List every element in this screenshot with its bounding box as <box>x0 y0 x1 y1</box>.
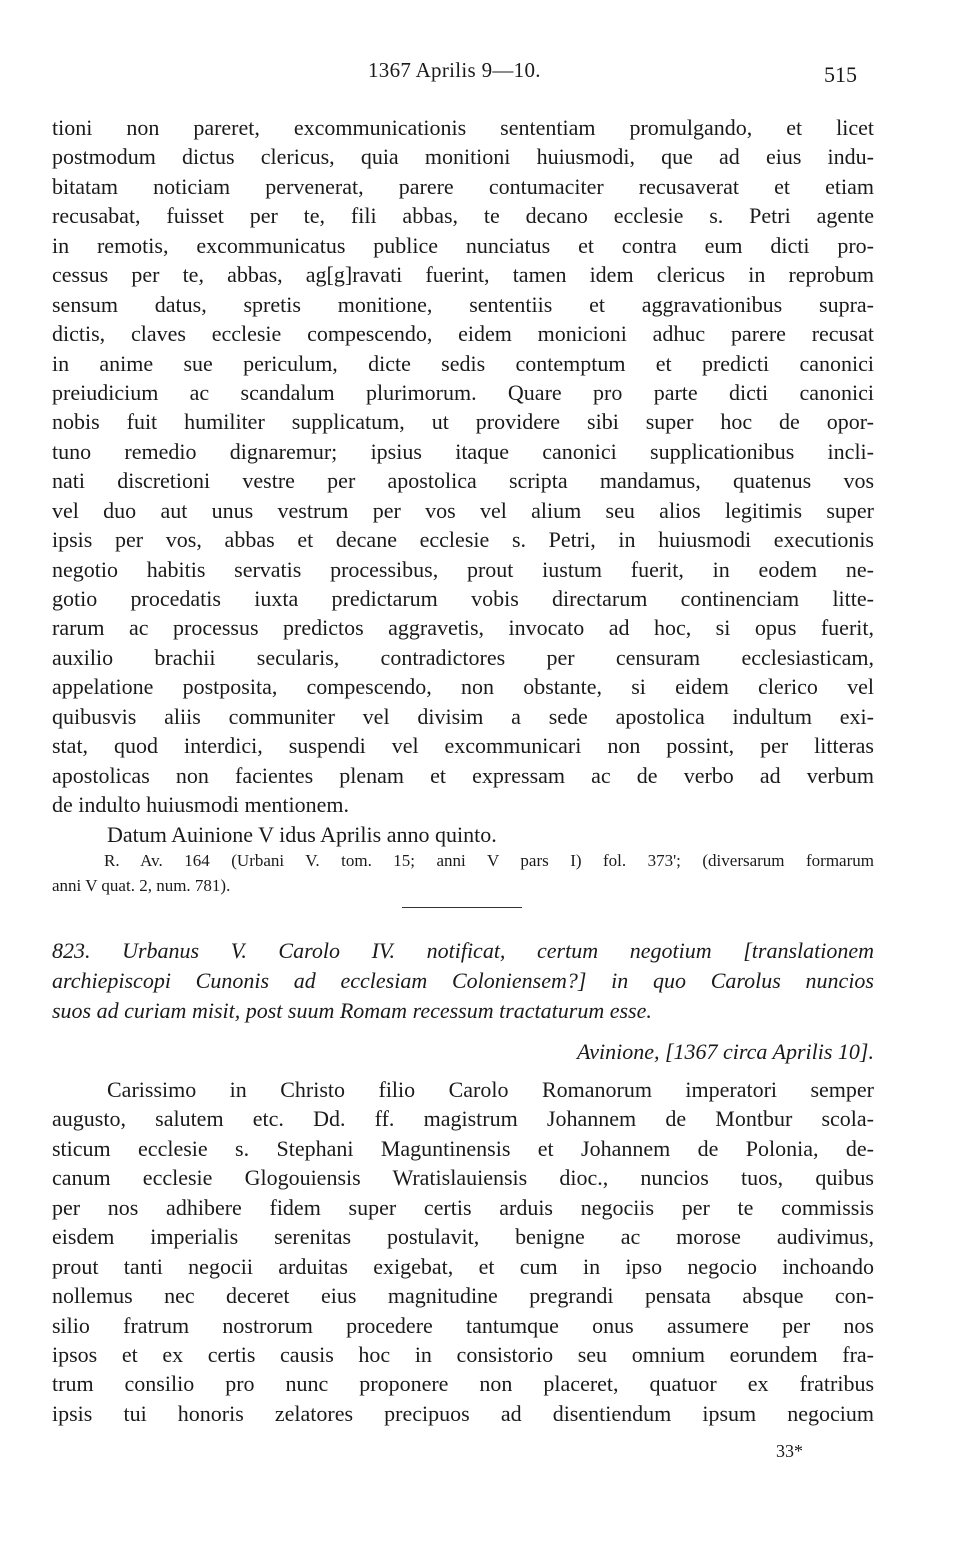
document-body <box>52 113 874 849</box>
text-line: eisdem imperialis serenitas postulavit, benigne ac morose audivimus, <box>52 1224 874 1250</box>
source-note <box>52 848 874 898</box>
text-line: vel duo aut unus vestrum per vos vel alium seu alios legitimis super <box>52 497 874 523</box>
text-line: dictis, claves ecclesie compescendo, eidem monicioni adhuc parere recusat <box>52 321 874 347</box>
text-line: apostolicas non facientes plenam et expressam ac de verbo ad verbum <box>52 762 874 788</box>
text-line: trum consilio pro nunc proponere non placeret, quatuor ex fratribus <box>52 1371 874 1397</box>
text-line: quibusvis aliis communiter vel divisim a sede apostolica indultum exi- <box>52 703 874 729</box>
text-line: prout tanti negocii arduitas exigebat, et cum in ipso negocio inchoando <box>52 1253 874 1279</box>
text-line: gotio procedatis iuxta predictarum vobis directarum continenciam litte- <box>52 586 874 611</box>
letter-body <box>52 1075 874 1428</box>
dating-line: Datum Auinione V idus Aprilis anno quinto. <box>107 821 497 847</box>
text-line: nobis fuit humiliter supplicatum, ut providere sibi super hoc de opor- <box>52 409 874 435</box>
page-number: 515 <box>824 62 857 87</box>
text-line: ipsis per vos, abbas et decane ecclesie s. Petri, in huiusmodi executionis <box>52 527 874 553</box>
text-line: postmodum dictus clericus, quia monitioni huiusmodi, que ad eius indu- <box>52 144 874 170</box>
text-line: rarum ac processus predictos aggravetis, invocato ad hoc, si opus fuerit, <box>52 615 874 641</box>
text-line: ipsos et ex certis causis hoc in consistorio seu omnium eorundem fra- <box>52 1341 874 1367</box>
text-line: ipsis tui honoris zelatores precipuos ad disentiendum ipsum negocium <box>52 1400 874 1426</box>
text-line: silio fratrum nostrorum procedere tantumque onus assumere per nos <box>52 1312 874 1338</box>
text-line: in remotis, excommunicatus publice nunciatus et contra eum dicti pro- <box>52 232 874 258</box>
document-heading <box>52 936 874 1026</box>
text-line: stat, quod interdici, suspendi vel excommunicari non possint, per litteras <box>52 733 874 759</box>
signature-mark: 33* <box>776 1441 803 1461</box>
text-line: per nos adhibere fidem super certis arduis negociis per te commissis <box>52 1194 874 1220</box>
text-line: Carissimo in Christo filio Carolo Romanorum imperatori semper <box>107 1077 874 1102</box>
source-line: anni V quat. 2, num. 781). <box>52 876 231 895</box>
running-head: 1367 Aprilis 9—10. <box>368 58 541 82</box>
text-line: nati discretioni vestre per apostolica scripta mandamus, quatenus vos <box>52 468 874 494</box>
text-line: auxilio brachii secularis, contradictores per censuram ecclesiasticam, <box>52 644 874 670</box>
heading-line: 823. Urbanus V. Carolo IV. notificat, certum negotium [translationem <box>52 938 874 963</box>
text-line: tioni non pareret, excommunicationis sententiam promulgando, et licet <box>52 115 874 140</box>
text-line: bitatam noticiam pervenerat, parere contumaciter recusaverat et etiam <box>52 173 874 199</box>
text-line: negotio habitis servatis processibus, prout iustum fuerit, in eodem ne- <box>52 556 874 582</box>
page-header <box>0 58 960 92</box>
section-divider <box>402 907 522 908</box>
text-line: preiudicium ac scandalum plurimorum. Quare pro parte dicti canonici <box>52 379 874 405</box>
heading-line: archiepiscopi Cunonis ad ecclesiam Coloniensem?] in quo Carolus nuncios <box>52 968 874 993</box>
text-line: nollemus nec deceret eius magnitudine pregrandi pensata absque con- <box>52 1283 874 1309</box>
text-line: appelatione postposita, compescendo, non obstante, si eidem clerico vel <box>52 674 874 700</box>
text-line: tuno remedio dignaremur; ipsius itaque canonici supplicationibus incli- <box>52 438 874 464</box>
text-line: cessus per te, abbas, ag[g]ravati fuerint, tamen idem clericus in reprobum <box>52 262 874 288</box>
source-line: R. Av. 164 (Urbani V. tom. 15; anni V pars I) fol. 373'; (diversarum formarum <box>104 851 874 870</box>
text-line: sensum datus, spretis monitione, sententiis et aggravationibus supra- <box>52 291 874 317</box>
text-line: augusto, salutem etc. Dd. ff. magistrum Johannem de Montbur scola- <box>52 1106 874 1132</box>
text-line: sticum ecclesie s. Stephani Maguntinensis et Johannem de Polonia, de- <box>52 1135 874 1161</box>
text-line: de indulto huiusmodi mentionem. <box>52 792 349 818</box>
place-date: Avinione, [1367 circa Aprilis 10]. <box>577 1039 874 1064</box>
text-line: canum ecclesie Glogouiensis Wratislauiensis dioc., nuncios tuos, quibus <box>52 1165 874 1191</box>
text-line: in anime sue periculum, dicte sedis contemptum et predicti canonici <box>52 350 874 376</box>
heading-line: suos ad curiam misit, post suum Romam recessum tractaturum esse. <box>52 998 652 1023</box>
text-line: recusabat, fuisset per te, fili abbas, te decano ecclesie s. Petri agente <box>52 203 874 229</box>
